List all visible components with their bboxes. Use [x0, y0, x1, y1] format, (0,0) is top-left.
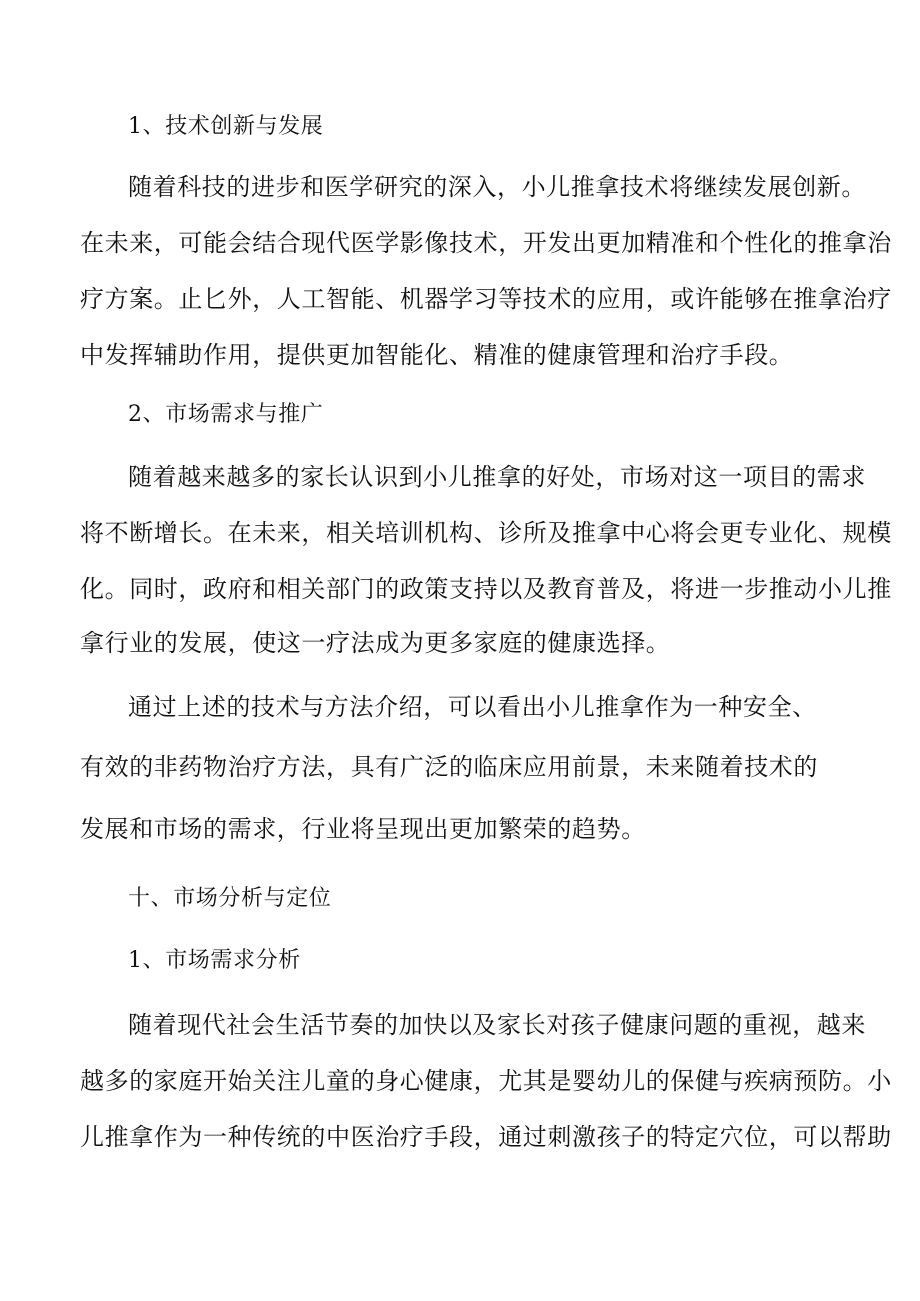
- paragraph-line: 儿推拿作为一种传统的中医治疗手段，通过刺激孩子的特定穴位，可以帮助: [80, 1123, 892, 1151]
- section-heading-market-demand: 2、市场需求与推广: [128, 402, 324, 427]
- paragraph-line: 将不断增长。在未来，相关培训机构、诊所及推拿中心将会更专业化、规模: [80, 519, 892, 547]
- paragraph-line: 中发挥辅助作用，提供更加智能化、精准的健康管理和治疗手段。: [80, 341, 794, 369]
- paragraph-line: 化。同时，政府和相关部门的政策支持以及教育普及，将进一步推动小儿推: [80, 575, 892, 603]
- section-heading-demand-analysis: 1、市场需求分析: [128, 948, 301, 973]
- section-heading-tech-innovation: 1、技术创新与发展: [128, 114, 324, 139]
- paragraph-line: 在未来，可能会结合现代医学影像技术，开发出更加精准和个性化的推拿治: [80, 229, 892, 257]
- summary-line: 发展和市场的需求，行业将呈现出更加繁荣的趋势。: [80, 815, 646, 843]
- chapter-heading-market-analysis: 十、市场分析与定位: [128, 886, 332, 911]
- paragraph-line: 随着越来越多的家长认识到小儿推拿的好处，市场对这一项目的需求: [128, 463, 866, 491]
- paragraph-line: 随着现代社会生活节奏的加快以及家长对孩子健康问题的重视，越来: [128, 1011, 866, 1039]
- paragraph-line: 疗方案。止匕外，人工智能、机器学习等技术的应用，或许能够在推拿治疗: [80, 285, 892, 313]
- summary-line: 有效的非药物治疗方法，具有广泛的临床应用前景，未来随着技术的: [80, 753, 818, 781]
- paragraph-line: 拿行业的发展，使这一疗法成为更多家庭的健康选择。: [80, 629, 671, 657]
- paragraph-line: 随着科技的进步和医学研究的深入，小儿推拿技术将继续发展创新。: [128, 173, 866, 201]
- summary-line: 通过上述的技术与方法介绍，可以看出小儿推拿作为一种安全、: [128, 693, 817, 721]
- paragraph-line: 越多的家庭开始关注儿童的身心健康，尤其是婴幼儿的保健与疾病预防。小: [80, 1067, 892, 1095]
